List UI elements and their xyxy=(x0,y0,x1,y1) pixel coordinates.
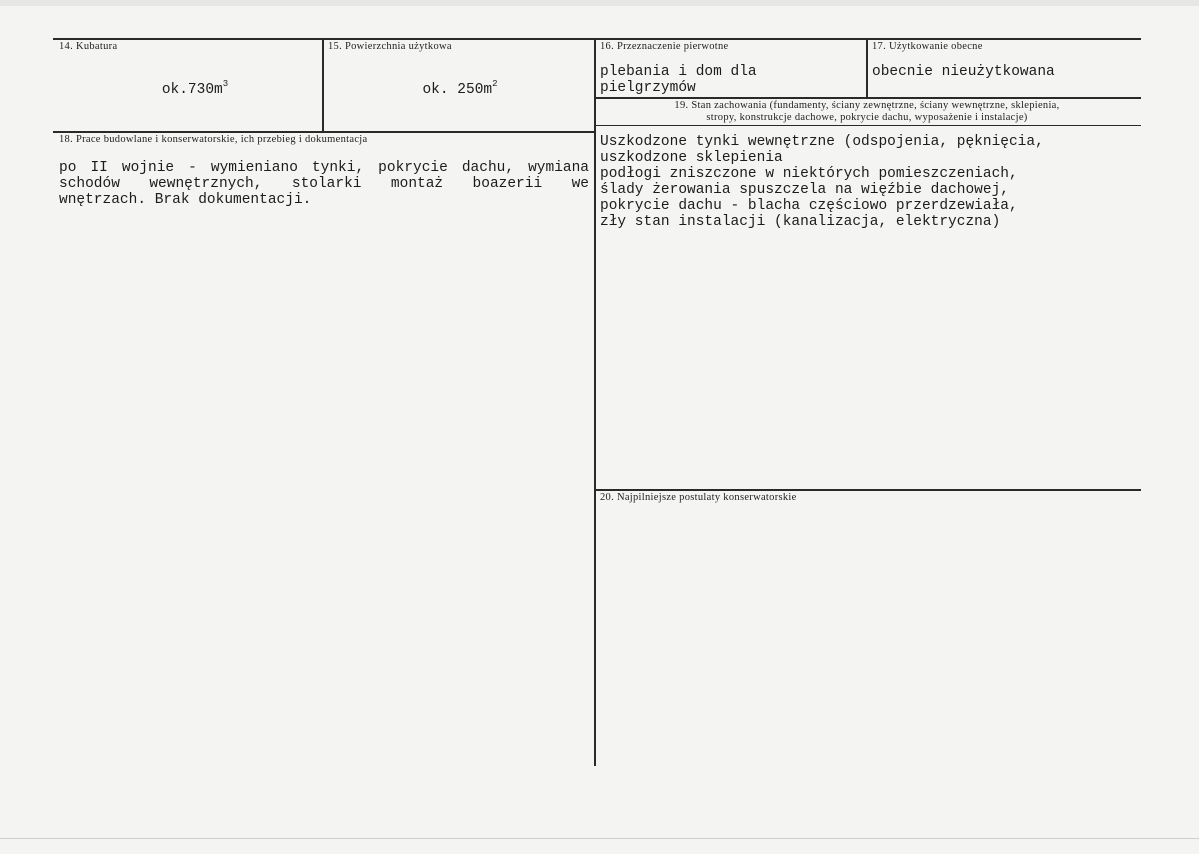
field-16-line-2: pielgrzymów xyxy=(600,80,696,96)
top-border-line xyxy=(53,38,1141,40)
field-19-line-3: podłogi zniszczone w niektórych pomieszczeniach, xyxy=(600,166,1018,182)
field-18-label: 18. Prace budowlane i konserwatorskie, ich przebieg i dokumentacja xyxy=(59,134,368,145)
field-14-unit-sup: 3 xyxy=(222,79,229,89)
field-19-line-2: uszkodzone sklepienia xyxy=(600,150,783,166)
field-16-line-1: plebania i dom dla xyxy=(600,64,757,80)
field-18-line-3: wnętrzach. Brak dokumentacji. xyxy=(59,192,312,208)
field-19-line-1: Uszkodzone tynki wewnętrzne (odspojenia, pęknięcia, xyxy=(600,134,1044,150)
field-15-value xyxy=(385,79,535,98)
field-14-value xyxy=(120,79,270,98)
vertical-divider-16-17 xyxy=(866,38,868,98)
field-15-unit-sup: 2 xyxy=(492,79,498,89)
field-14-number: ok.730m xyxy=(161,82,223,98)
field-19-label-line-1: 19. Stan zachowania (fundamenty, ściany zewnętrzne, ściany wewnętrzne, sklepienia, xyxy=(674,100,1060,111)
field-20-label: 20. Najpilniejsze postulaty konserwatorskie xyxy=(600,492,797,503)
divider-under-16-17 xyxy=(594,97,1141,99)
scan-bottom-edge xyxy=(0,838,1199,839)
scan-top-shadow xyxy=(0,0,1199,6)
field-17-label: 17. Użytkowanie obecne xyxy=(872,41,983,52)
field-19-label xyxy=(600,100,1134,124)
vertical-divider-center xyxy=(594,38,596,766)
field-19-label-line-2: stropy, konstrukcje dachowe, pokrycie dachu, wyposażenie i instalacje) xyxy=(706,112,1028,123)
field-19-line-5: pokrycie dachu - blacha częściowo przerdzewiała, xyxy=(600,198,1018,214)
divider-above-20 xyxy=(594,489,1141,491)
divider-under-14-15 xyxy=(53,131,594,133)
field-15-label: 15. Powierzchnia użytkowa xyxy=(328,41,452,52)
field-18-text xyxy=(59,160,589,208)
divider-under-19-label xyxy=(594,125,1141,126)
field-14-label: 14. Kubatura xyxy=(59,41,118,52)
field-18-line-1: po II wojnie - wymieniano tynki, pokrycie dachu, wymiana xyxy=(59,160,589,176)
field-16-label: 16. Przeznaczenie pierwotne xyxy=(600,41,729,52)
vertical-divider-14-15 xyxy=(322,38,324,132)
field-17-value: obecnie nieużytkowana xyxy=(872,64,1055,80)
field-19-line-6: zły stan instalacji (kanalizacja, elektryczna) xyxy=(600,214,1001,230)
field-19-line-4: ślady żerowania spuszczela na więźbie dachowej, xyxy=(600,182,1009,198)
field-18-line-2: schodów wewnętrznych, stolarki montaż boazerii we xyxy=(59,176,589,192)
field-15-number: ok. 250m xyxy=(422,82,493,98)
